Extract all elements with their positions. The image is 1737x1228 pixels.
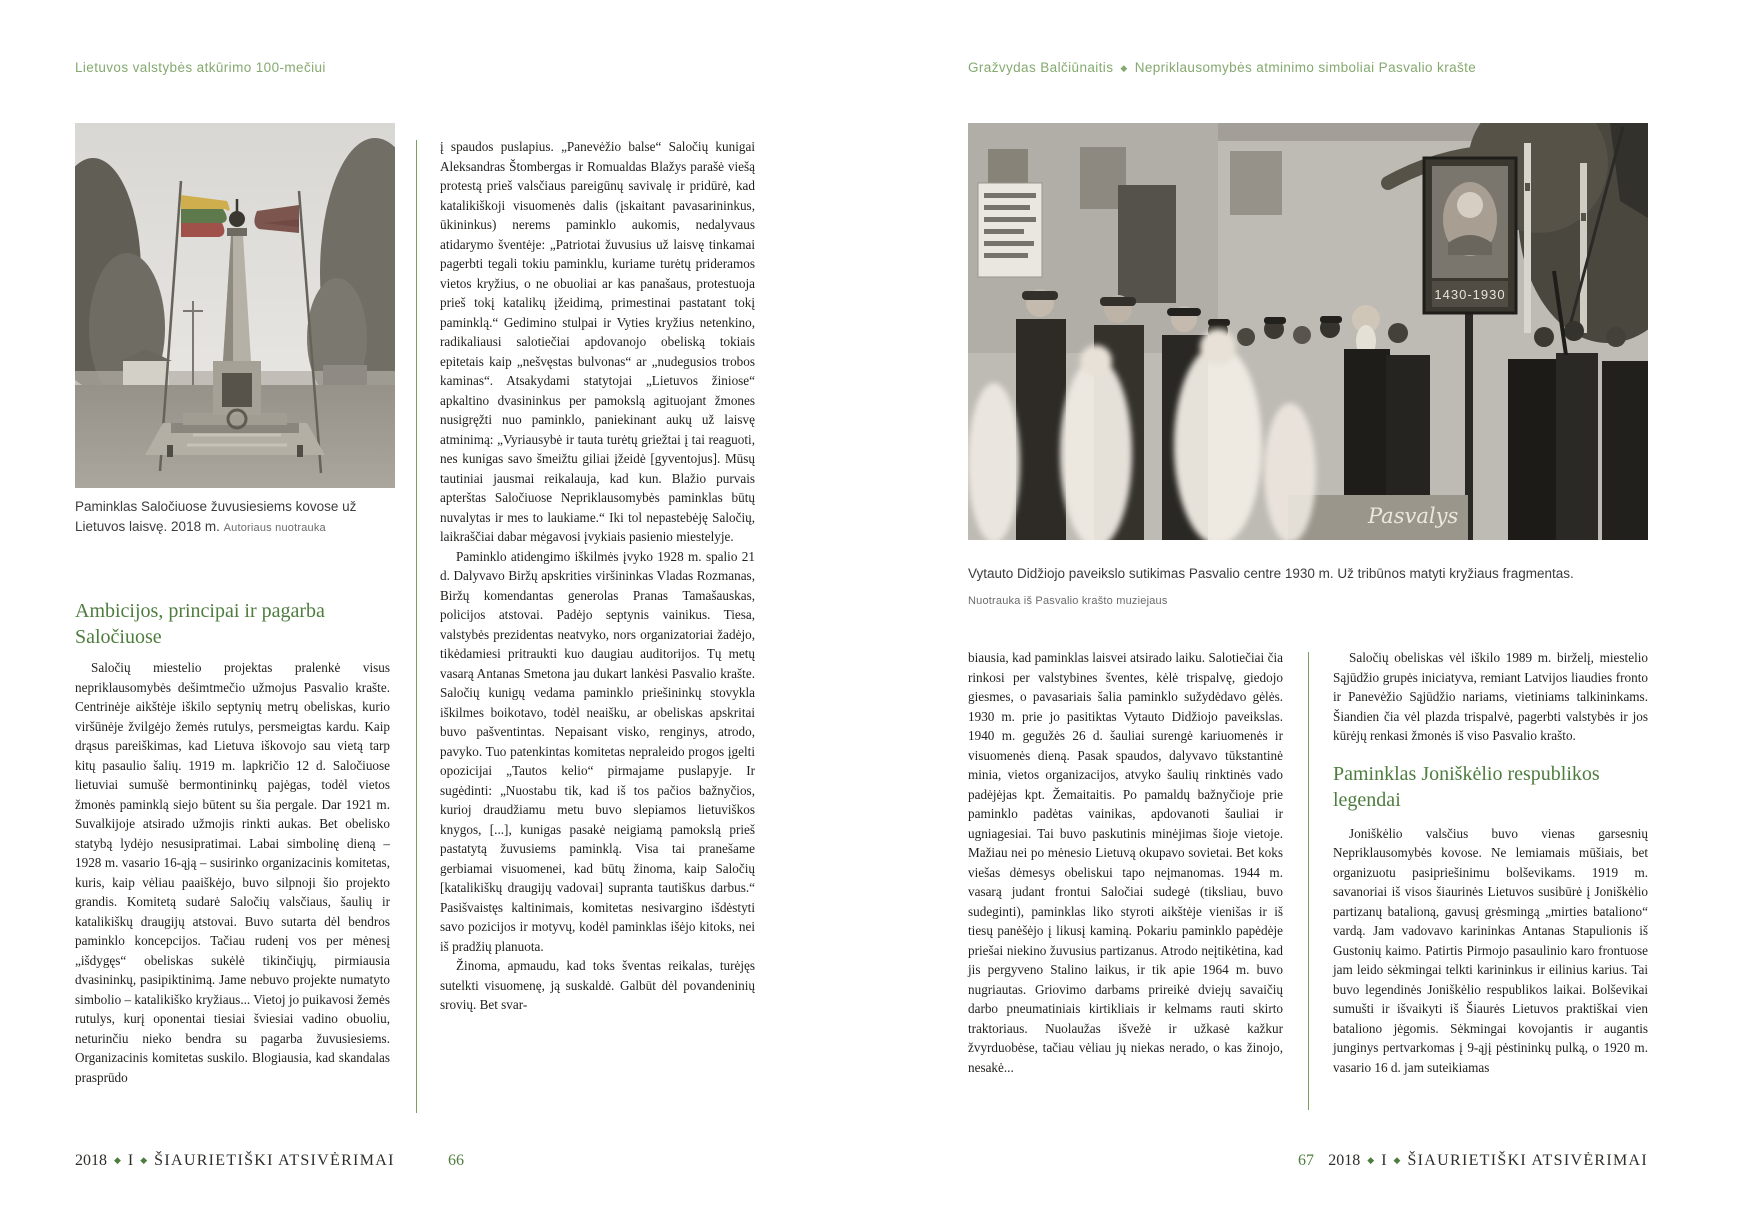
photo-inscription — [1367, 504, 1458, 528]
diamond-icon: ◆ — [140, 1155, 148, 1165]
portrait-plate-text: 1430-1930 — [1434, 287, 1506, 302]
paragraph: į spaudos puslapius. „Panevėžio balse“ Saločių kunigai Aleksandras Štombergas ir Romualdas Blažys parašė viešą protestą prieš valsčiaus pareigūnų savivalę ir pridūrė, kad katalikiškoji visuomenės dalis (įskaitant pavasarininkus, ūkininkus) nerems paminklo aukomis, nedalyvaus atidarymo šventėje: „Patriotai žuvusius už laisvę tinkamai pagerbti tegali tokiu paminklu, kuriame turėtų prideramos vietos kryžius, o ne obuoliai ar kas panašaus, protestuoja prieš tokį katalikų įžeidimą, primestinai pastatant tokį paminklą.“ Gedimino stulpai ir Vyties kryžius netenkino, radikaliausi salotiečiai apdovanojo obeliską tokiais epitetais kaip „nešvęstas bulvonas“ ar „nudegusios trobos kaminas“. Atsakydami statytojai „Lietuvos žiniose“ apkaltino dvasininkus per pamokslą agituojant žmones nusigręžti nuo paminklo, paniekinant aukų už laisvę atminimą: „Vyriausybė ir tauta turėtų griežtai į tai reaguoti, nes kunigas savo šmeižtu giliai įžeidė [gyventojus]. Mūsų tautiniai jausmai reikalauja, kad kun. Blažio purvais apterštas Saločiuose Nepriklausomybės paminklas būtų nuvalytas ir mes to laukiame.“ Iki tol nepastebėję Saločių, laikraščiai dabar mėgavosi įvykiais pasienio miestelyje. — [440, 139, 755, 544]
footer-imprint-text: ŠIAURIETIŠKI ATSIVĖRIMAI — [1407, 1152, 1648, 1169]
paragraph: Saločių obeliskas vėl iškilo 1989 m. birželį, miestelio Sąjūdžio grupės iniciatyva, remiant Latvijos liaudies fronto ir Panevėžio Sąjūdžio nariams, vietiniams talkininkams. Šiandien čia vėl plazda trispalvė, pagerbti valstybės ir jos kūrėjų renkasi žmonės iš viso Pasvalio krašto. — [1333, 650, 1648, 743]
running-head-right — [968, 60, 1476, 75]
photo-caption-text: Paminklas Saločiuose žuvusiesiems kovose už Lietuvos laisvę. 2018 m. — [75, 499, 357, 534]
left-page-column-1 — [75, 658, 390, 1087]
diamond-icon: ◆ — [1120, 63, 1128, 73]
page-number-left: 66 — [448, 1152, 464, 1169]
paragraph: Joniškėlio valsčius buvo vienas garsesnių Nepriklausomybės kovose. Ne lemiamais mūšiais, bet organizuotu pasipriešinimu bolševikams. 1919 m. savanoriai iš visos šiaurinės Lietuvos susibūrė į Joniškėlio partizanų batalioną, gavusį grėsmingą „mirties bataliono“ vardą. Jam vadovavo karininkas Antanas Stapulionis iš Gustonių kaimo. Patirtis Pirmojo pasaulinio karo frontuose jam leido sėkmingai telkti karininkus ir eilinius karius. Tai buvo legendinės Joniškėlio respublikos laikai. Bolševikai sumušti ir išvaikyti iš Šiaurės Lietuvos praktiškai vien bataliono jėgomis. Sėkmingai kovojantis ir augantis junginys pertvarkomas į 9-ąjį pėstininkų pulką, o 1920 m. vasario 16 d. jam suteikiamas — [1333, 825, 1648, 1075]
photo-credit: Autoriaus nuotrauka — [223, 522, 326, 534]
running-head-title: Nepriklausomybės atminimo simboliai Pasvalio krašte — [1134, 60, 1477, 75]
diamond-icon: ◆ — [1367, 1155, 1375, 1165]
diamond-icon: ◆ — [1393, 1155, 1401, 1165]
right-page-column-2 — [1333, 648, 1648, 1077]
inscription-text: Pasvalys — [1368, 504, 1459, 528]
footer-volume: I — [1381, 1152, 1387, 1169]
running-head-author: Gražvydas Balčiūnaitis — [968, 60, 1114, 75]
page-number-right: 67 — [1298, 1152, 1314, 1169]
paragraph: Saločių miestelio projektas pralenkė visus nepriklausomybės dešimtmečio užmojus Pasvalio krašte. Centrinėje aikštėje iškilo septynių metrų obeliskas, kurio viršūnėje žvilgėjo žemės rutulys, persmeigtas kardu. Kaip drąsus pareiškimas, kad Lietuva iškovojo sau vietą tarp kitų pasaulio šalių. 1919 m. lapkričio 12 d. Saločiuose lietuviai sumušė bermontininkų pajėgas, todėl vietos žmonės paminklą siejo būtent su šia pergale. Dar 1921 m. Suvalkijoje atsirado užmojis rinkti aukas. Bet obelisko statybą lydėjo nesusipratimai. Labai simbolinę dieną – 1928 m. vasario 16-ąją – susirinko organizacinis komitetas, kuris, kaip vėliau paaiškėjo, buvo silpnoji šio projekto grandis. Komitetą sudarė Saločių valsčiaus, šaulių ir katalikiškų draugijų atstovai. Buvo sutarta dėl bendros paminklo koncepcijos. Tačiau rudenį vos per mėnesį „išdygęs“ obeliskas sukėlė tikinčiųjų, pirmiausia dvasininkų, pasipiktinimą. Jame nebuvo projekte numatyto simbolio – katalikiško kryžiaus... Vietoj jo puikavosi žemės rutulys, kurį oponentai tiesiai šviesiai vadino obuoliu, neturinčiu nieko bendra su pagarba žuvusiesiems. Organizacinis komitetas suskilo. Blogiausia, kad skandalas prasprūdo — [75, 660, 390, 1085]
footer-imprint-left — [75, 1152, 395, 1170]
photo-caption-right — [968, 564, 1648, 611]
running-head-left: Lietuvos valstybės atkūrimo 100-mečiui — [75, 60, 326, 75]
section-heading-joniskelis: Paminklas Joniškėlio respublikos legendai — [1333, 762, 1600, 811]
left-page-column-2 — [440, 137, 755, 1015]
photo-credit: Nuotrauka iš Pasvalio krašto muziejaus — [968, 595, 1168, 607]
monument-photo — [75, 123, 395, 488]
lithuanian-flag — [181, 195, 230, 237]
diamond-icon: ◆ — [114, 1155, 121, 1165]
paragraph: Žinoma, apmaudu, kad toks šventas reikalas, turėjęs sutelkti visuomenę, ją suskaldė. Galbūt dėl povandeninių srovių. Bet svar- — [440, 958, 755, 1012]
section-heading-salociuose: Ambicijos, principai ir pagarba Saločiuose — [75, 600, 325, 648]
footer-volume: I — [127, 1152, 134, 1169]
crowd-photo — [968, 123, 1648, 540]
footer-imprint-right — [1328, 1152, 1648, 1170]
column-separator — [1308, 652, 1309, 1110]
column-separator — [416, 140, 417, 1113]
right-page-column-1 — [968, 648, 1283, 1077]
paragraph: biausia, kad paminklas laisvei atsirado laiku. Salotiečiai čia rinkosi per valstybines šventes, kėlė trispalvę, giedojo giesmes, o pavasariais šalia paminklo sužydėdavo gėlės. 1930 m. prie jo pasitiktas Vytauto Didžiojo paveikslas. 1940 m. gegužės 26 d. šauliai surengė kariuomenės ir visuomenės dieną. Pasak spaudos, dalyvavo tūkstantinė minia, vietos organizacijos, atvyko šaulių rinktinės vado padėjėjas kpt. Žemaitaitis. Po pamaldų bažnyčioje prie paminklo padėtas vainikas, apdovanoti šauliai ir ugniagesiai. Tai buvo paskutinis minėjimas šioje vietoje. Mažiau nei po mėnesio Lietuvą okupavo sovietai. Bet koks viešas dėmesys obeliskui tapo neįmanomas. 1944 m. vasarą judant frontui Saločiai sudegė (tiksliau, buvo sudeginti), paminklas liko styroti aikštėje vienišas ir iš tiesų panėšėjo į likusį kaminą. Pokariu paminklo papėdėje priešai niekino žuvusius partizanus. Atrodo neįtikėtina, kad jis pergyveno Stalino laikus, ir tik apie 1964 m. buvo nugriautas. Griovimo darbams prireikė dviejų savaičių darbo pneumatiniais kirtikliais ir kelmams rauti skirto traktoriaus. Nuolaužas išvežė ir užkasė kažkur žvyrduobėse, tačiau vėliau jų niekas nerado, o kas žinojo, nesakė... — [968, 650, 1283, 1075]
footer-imprint-text: ŠIAURIETIŠKI ATSIVĖRIMAI — [154, 1152, 395, 1169]
footer-year: 2018 — [75, 1152, 107, 1169]
photo-caption-left — [75, 497, 397, 538]
footer-year: 2018 — [1328, 1152, 1361, 1169]
photo-caption-text: Vytauto Didžiojo paveikslo sutikimas Pasvalio centre 1930 m. Už tribūnos matyti kryžiaus fragmentas. — [968, 566, 1574, 581]
paragraph: Paminklo atidengimo iškilmės įvyko 1928 m. spalio 21 d. Dalyvavo Biržų apskrities viršininkas Vladas Rozmanas, Biržų komendantas generolas Pranas Tamašauskas, policijos atstovai. Padėjo septynis vainikus. Tiesa, valstybės prezidentas neatvyko, nors organizatoriai žadėjo, tikėdamiesi pritraukti kuo daugiau auditorijos. Tų metų vasarą Antanas Smetona jau dukart lankėsi Pasvalio krašte. Saločių kunigų vedama paminklo priešininkų stovykla iškilmes boikotavo, todėl neaišku, ar obeliskas apskritai buvo pašventintas. Nepaisant visko, renginys, atrodo, pavyko. Tuo patenkintas komitetas nepraleido progos įgelti opozicijai „Tautos kelio“ pirmajame puslapyje. Ir sugėdinti: „Nuostabu tik, kad iš tos pačios bažnyčios, kurioj draudžiamu metu buvo slepiamos lietuviškos knygos, [...], kunigas pasakė neigiamą pamokslą prieš pastatytą žuvusiems paminklą. Visa tai pranešame gerbiamai visuomenei, kad būtų žinoma, kaip Saločių [katalikiškų draugijų vadovai] supranta tautiškus darbus.“ Pasišvaistęs kaltinimais, komitetas nesivargino išdėstyti savo pozicijos ir motyvų, kodėl paminklas išėjo kitoks, nei iš pradžių planuota. — [440, 548, 755, 954]
shop-sign — [978, 183, 1042, 277]
